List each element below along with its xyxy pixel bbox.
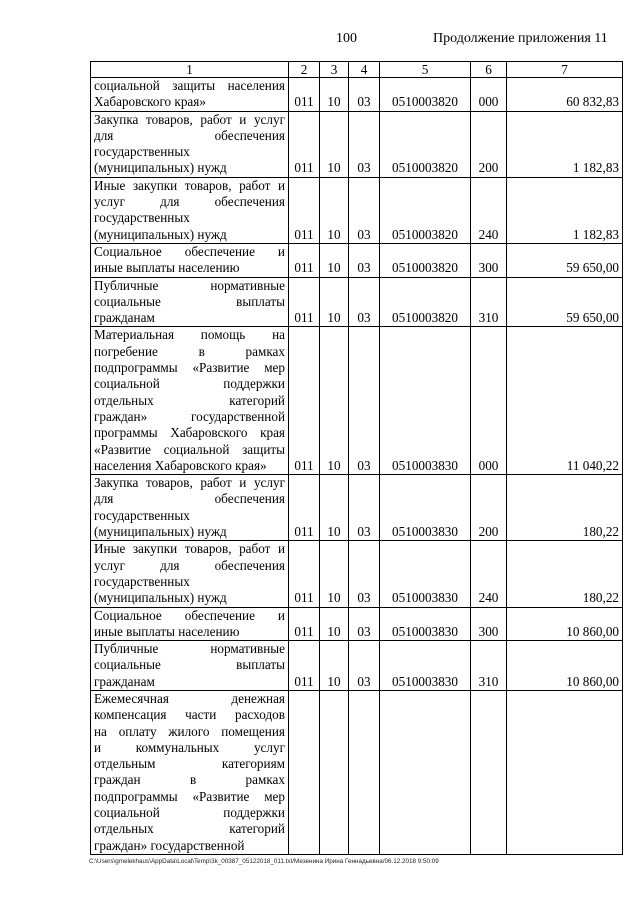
section-code-cell: 10 [320, 541, 349, 607]
row-name-line: Хабаровского края» [94, 94, 206, 110]
table-row [91, 607, 623, 641]
subsection-code-cell [349, 690, 380, 854]
row-name-line: подпрограммы «Развитие мер [94, 788, 285, 804]
expense-type-cell: 200 [471, 111, 507, 177]
row-name-line: гражданам [94, 310, 155, 326]
target-article-cell: 0510003820 [380, 177, 471, 243]
row-name-line: государственных [94, 210, 190, 226]
row-name-line: (муниципальных) нужд [94, 524, 227, 540]
row-item-name [91, 541, 289, 607]
table-row [91, 641, 623, 691]
expense-type-cell [471, 690, 507, 854]
row-name-line: социальной поддержки [94, 805, 285, 821]
table-body [91, 78, 623, 855]
row-name-line: (муниципальных) нужд [94, 160, 227, 176]
ministry-code-cell: 011 [289, 327, 320, 475]
target-article-cell: 0510003830 [380, 607, 471, 641]
amount-cell: 60 832,83 [507, 78, 623, 112]
section-code-cell: 10 [320, 607, 349, 641]
column-header: 2 [289, 62, 320, 78]
budget-table [90, 61, 623, 855]
row-name-line: программы Хабаровского края [94, 425, 285, 441]
section-code-cell [320, 690, 349, 854]
row-name-line: Ежемесячная денежная [94, 690, 285, 706]
row-item-name [91, 243, 289, 277]
ministry-code-cell: 011 [289, 541, 320, 607]
row-name-line: на оплату жилого помещения [94, 723, 285, 739]
table-row [91, 690, 623, 854]
row-name-line: Публичные нормативные [94, 277, 285, 293]
row-name-line: государственных [94, 144, 190, 160]
column-header: 5 [380, 62, 471, 78]
section-code-cell: 10 [320, 277, 349, 327]
row-name-line: для обеспечения [94, 491, 285, 507]
amount-cell: 1 182,83 [507, 177, 623, 243]
row-name-line: граждан» государственной [94, 837, 245, 853]
target-article-cell: 0510003820 [380, 277, 471, 327]
column-header: 6 [471, 62, 507, 78]
section-code-cell: 10 [320, 641, 349, 691]
target-article-cell: 0510003820 [380, 111, 471, 177]
row-item-name [91, 177, 289, 243]
target-article-cell: 0510003830 [380, 641, 471, 691]
subsection-code-cell: 03 [349, 475, 380, 541]
subsection-code-cell: 03 [349, 641, 380, 691]
row-name-line: государственных [94, 507, 190, 523]
expense-type-cell: 240 [471, 177, 507, 243]
appendix-continuation-title: Продолжение приложения 11 [433, 31, 608, 46]
expense-type-cell: 000 [471, 78, 507, 112]
subsection-code-cell: 03 [349, 541, 380, 607]
ministry-code-cell: 011 [289, 607, 320, 641]
ministry-code-cell [289, 690, 320, 854]
row-name-line: граждан в рамках [94, 772, 285, 788]
ministry-code-cell: 011 [289, 243, 320, 277]
target-article-cell: 0510003820 [380, 78, 471, 112]
column-header: 4 [349, 62, 380, 78]
section-code-cell: 10 [320, 327, 349, 475]
expense-type-cell: 310 [471, 641, 507, 691]
subsection-code-cell: 03 [349, 277, 380, 327]
ministry-code-cell: 011 [289, 111, 320, 177]
row-name-line: социальные выплаты [94, 657, 285, 673]
row-name-line: (муниципальных) нужд [94, 590, 227, 606]
row-item-name [91, 690, 289, 854]
table-row [91, 541, 623, 607]
row-name-line: государственных [94, 573, 190, 589]
subsection-code-cell: 03 [349, 607, 380, 641]
row-name-line: услуг для обеспечения [94, 557, 285, 573]
row-name-line: подпрограммы «Развитие мер [94, 360, 285, 376]
row-name-line: отдельным категориям [94, 756, 285, 772]
file-path-footer: C:\Users\gmelekhaus\AppData\Local\Temp\3k_00387_05122018_011.txt/Мезенина Ирина Геннадьевна/06.12.2018 9:50:09 [89, 858, 439, 865]
row-name-line: отдельных категорий [94, 821, 285, 837]
row-name-line: населения Хабаровского края» [94, 457, 267, 473]
row-item-name [91, 78, 289, 112]
section-code-cell: 10 [320, 78, 349, 112]
subsection-code-cell: 03 [349, 78, 380, 112]
ministry-code-cell: 011 [289, 177, 320, 243]
section-code-cell: 10 [320, 111, 349, 177]
table-row [91, 327, 623, 475]
amount-cell: 180,22 [507, 541, 623, 607]
row-item-name [91, 641, 289, 691]
row-name-line: Иные закупки товаров, работ и [94, 177, 285, 193]
row-name-line: социальной защиты населения [94, 78, 285, 93]
table-row [91, 78, 623, 112]
expense-type-cell: 300 [471, 243, 507, 277]
column-header: 3 [320, 62, 349, 78]
target-article-cell: 0510003820 [380, 243, 471, 277]
row-name-line: «Развитие социальной защиты [94, 441, 285, 457]
expense-type-cell: 000 [471, 327, 507, 475]
row-item-name [91, 327, 289, 475]
target-article-cell: 0510003830 [380, 475, 471, 541]
row-name-line: для обеспечения [94, 127, 285, 143]
row-name-line: и коммунальных услуг [94, 739, 285, 755]
column-header: 7 [507, 62, 623, 78]
subsection-code-cell: 03 [349, 111, 380, 177]
column-header: 1 [91, 62, 289, 78]
ministry-code-cell: 011 [289, 475, 320, 541]
expense-type-cell: 240 [471, 541, 507, 607]
subsection-code-cell: 03 [349, 327, 380, 475]
row-name-line: иные выплаты населению [94, 260, 240, 276]
amount-cell: 10 860,00 [507, 607, 623, 641]
row-name-line: гражданам [94, 673, 155, 689]
row-item-name [91, 475, 289, 541]
amount-cell: 11 040,22 [507, 327, 623, 475]
amount-cell: 59 650,00 [507, 243, 623, 277]
amount-cell: 10 860,00 [507, 641, 623, 691]
amount-cell [507, 690, 623, 854]
table-row [91, 111, 623, 177]
expense-type-cell: 310 [471, 277, 507, 327]
expense-type-cell: 200 [471, 475, 507, 541]
row-name-line: Иные закупки товаров, работ и [94, 541, 285, 557]
row-name-line: Публичные нормативные [94, 641, 285, 657]
row-name-line: Социальное обеспечение и [94, 607, 285, 623]
section-code-cell: 10 [320, 243, 349, 277]
table-header-row [91, 62, 623, 78]
row-item-name [91, 111, 289, 177]
row-item-name [91, 277, 289, 327]
subsection-code-cell: 03 [349, 243, 380, 277]
row-name-line: Социальное обеспечение и [94, 243, 285, 259]
expense-type-cell: 300 [471, 607, 507, 641]
target-article-cell: 0510003830 [380, 541, 471, 607]
row-name-line: иные выплаты населению [94, 623, 240, 639]
table-row [91, 177, 623, 243]
row-name-line: социальные выплаты [94, 293, 285, 309]
amount-cell: 1 182,83 [507, 111, 623, 177]
row-name-line: Материальная помощь на [94, 327, 285, 343]
ministry-code-cell: 011 [289, 641, 320, 691]
amount-cell: 59 650,00 [507, 277, 623, 327]
row-item-name [91, 607, 289, 641]
amount-cell: 180,22 [507, 475, 623, 541]
section-code-cell: 10 [320, 475, 349, 541]
target-article-cell [380, 690, 471, 854]
row-name-line: Закупка товаров, работ и услуг [94, 475, 285, 491]
page-number: 100 [336, 31, 357, 46]
row-name-line: услуг для обеспечения [94, 194, 285, 210]
table-row [91, 277, 623, 327]
target-article-cell: 0510003830 [380, 327, 471, 475]
row-name-line: погребение в рамках [94, 343, 285, 359]
table-row [91, 243, 623, 277]
ministry-code-cell: 011 [289, 277, 320, 327]
section-code-cell: 10 [320, 177, 349, 243]
row-name-line: граждан» государственной [94, 408, 285, 424]
table-row [91, 475, 623, 541]
row-name-line: отдельных категорий [94, 392, 285, 408]
row-name-line: Закупка товаров, работ и услуг [94, 111, 285, 127]
ministry-code-cell: 011 [289, 78, 320, 112]
subsection-code-cell: 03 [349, 177, 380, 243]
row-name-line: компенсация части расходов [94, 707, 285, 723]
row-name-line: социальной поддержки [94, 376, 285, 392]
row-name-line: (муниципальных) нужд [94, 226, 227, 242]
